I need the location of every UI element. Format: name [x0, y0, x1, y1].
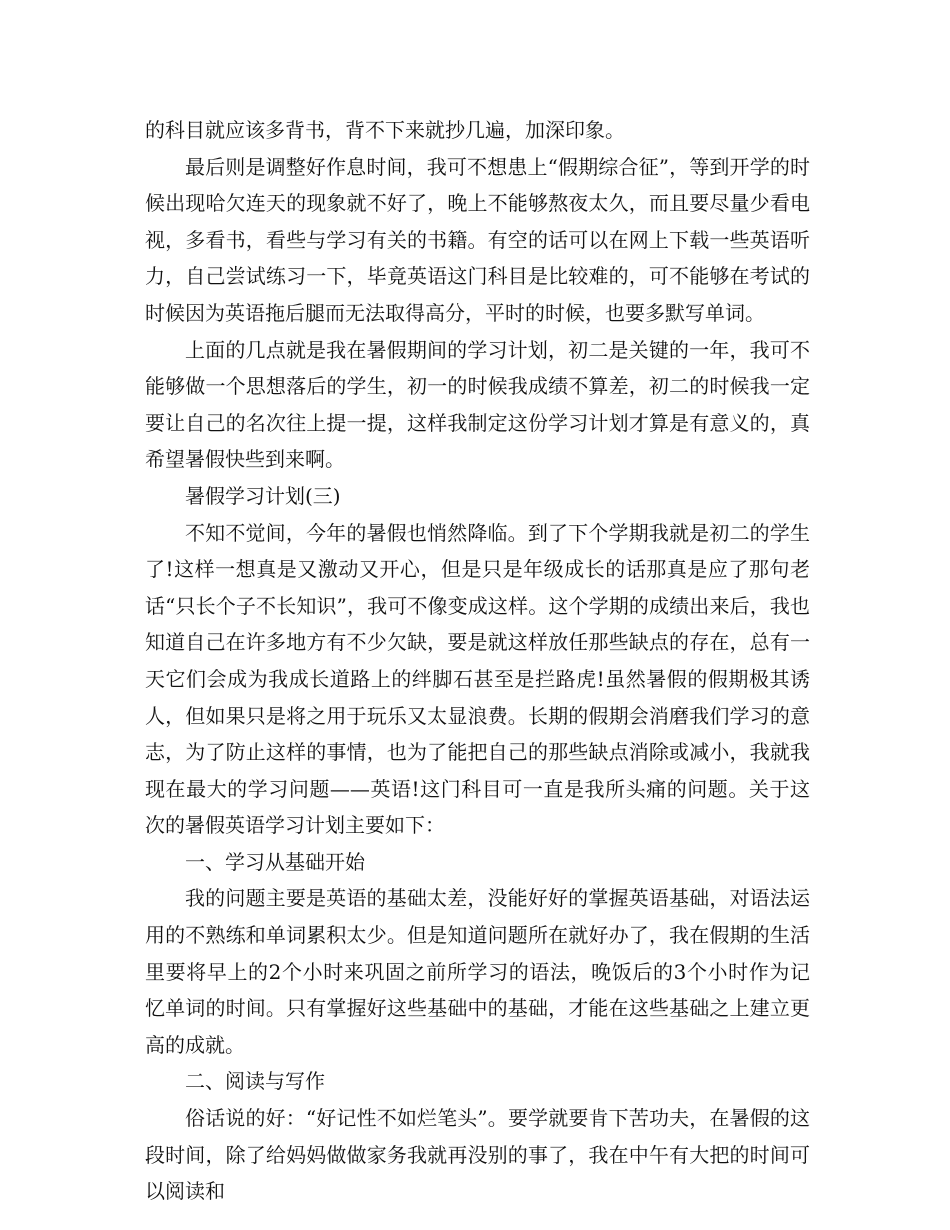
paragraph-9: 俗话说的好：“好记性不如烂笔头”。要学就要肯下苦功夫，在暑假的这段时间，除了给妈妈做做家务我就再没别的事了，我在中午有大把的时间可以阅读和 — [145, 1106, 810, 1204]
paragraph-7: 我的问题主要是英语的基础太差，没能好好的掌握英语基础，对语法运用的不熟练和单词累积太少。但是知道问题所在就好办了，我在假期的生活里要将早上的2个小时来巩固之前所学习的语法，晚饭后的3个小时作为记忆单词的时间。只有掌握好这些基础中的基础，才能在这些基础之上建立更高的成就。 — [145, 886, 810, 1057]
paragraph-1: 的科目就应该多背书，背不下来就抄几遍，加深印象。 — [145, 118, 625, 142]
subheading-reading-writing: 二、阅读与写作 — [185, 1069, 325, 1094]
document-body — [145, 112, 810, 1210]
subheading-basics: 一、学习从基础开始 — [185, 849, 365, 874]
paragraph-3: 上面的几点就是我在暑假期间的学习计划，初二是关键的一年，我可不能够做一个思想落后的学生，初一的时候我成绩不算差，初二的时候我一定要让自己的名次往上提一提，这样我制定这份学习计划才算是有意义的，真希望暑假快些到来啊。 — [145, 337, 810, 472]
section-heading-plan-3: 暑假学习计划(三) — [185, 483, 341, 508]
paragraph-2: 最后则是调整好作息时间，我可不想患上“假期综合征”，等到开学的时候出现哈欠连天的现象就不好了，晚上不能够熬夜太久，而且要尽量少看电视，多看书，看些与学习有关的书籍。有空的话可以在网上下载一些英语听力，自己尝试练习一下，毕竟英语这门科目是比较难的，可不能够在考试的时候因为英语拖后腿而无法取得高分，平时的时候，也要多默写单词。 — [145, 154, 810, 325]
paragraph-5: 不知不觉间，今年的暑假也悄然降临。到了下个学期我就是初二的学生了!这样一想真是又激动又开心，但是只是年级成长的话那真是应了那句老话“只长个子不长知识”，我可不像变成这样。这个学期的成绩出来后，我也知道自己在许多地方有不少欠缺，要是就这样放任那些缺点的存在，总有一天它们会成为我成长道路上的绊脚石甚至是拦路虎!虽然暑假的假期极其诱人，但如果只是将之用于玩乐又太显浪费。长期的假期会消磨我们学习的意志，为了防止这样的事情，也为了能把自己的那些缺点消除或减小，我就我现在最大的学习问题——英语!这门科目可一直是我所头痛的问题。关于这次的暑假英语学习计划主要如下： — [145, 520, 810, 838]
